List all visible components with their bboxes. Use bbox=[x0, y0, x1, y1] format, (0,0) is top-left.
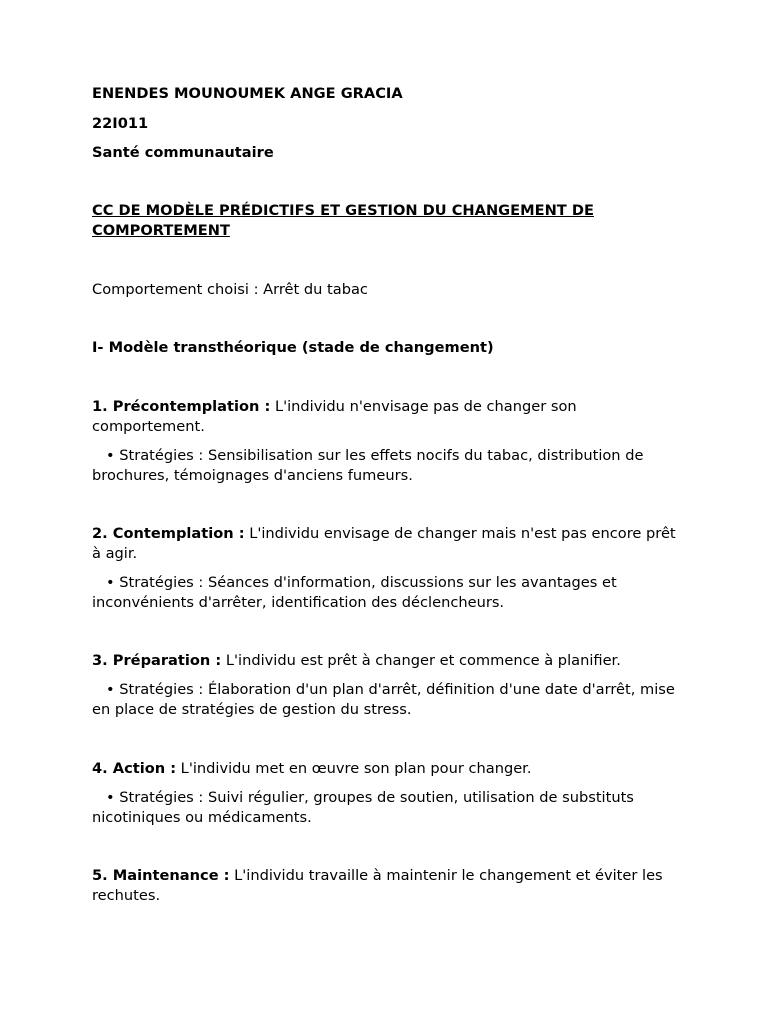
stage-1-description: L'individu n'envisage pas de changer son comportement. bbox=[92, 398, 577, 435]
stage-5-title: 5. Maintenance : bbox=[92, 867, 230, 884]
stage-1-paragraph bbox=[92, 397, 684, 436]
section-title: I- Modèle transthéorique (stade de changement) bbox=[92, 339, 494, 356]
document-page bbox=[92, 0, 684, 1024]
field-of-study: Santé communautaire bbox=[92, 144, 274, 161]
stage-3-paragraph bbox=[92, 651, 684, 671]
stage-4-title: 4. Action : bbox=[92, 760, 177, 777]
stage-2-paragraph bbox=[92, 524, 684, 563]
stage-3-strategy: • Stratégies : Élaboration d'un plan d'arrêt, définition d'une date d'arrêt, mise en place de stratégies de gestion du stress. bbox=[92, 681, 675, 718]
stage-2-description: L'individu envisage de changer mais n'est pas encore prêt à agir. bbox=[92, 525, 676, 562]
stage-2-title: 2. Contemplation : bbox=[92, 525, 245, 542]
stage-2-strategy: • Stratégies : Séances d'information, discussions sur les avantages et inconvénients d'arrêter, identification des déclencheurs. bbox=[92, 574, 617, 611]
document-title: CC DE MODÈLE PRÉDICTIFS ET GESTION DU CHANGEMENT DE COMPORTEMENT bbox=[92, 202, 594, 239]
stage-4-strategy: • Stratégies : Suivi régulier, groupes de soutien, utilisation de substituts nicotiniques ou médicaments. bbox=[92, 789, 634, 826]
author-name: ENENDES MOUNOUMEK ANGE GRACIA bbox=[92, 85, 403, 102]
student-id: 22I011 bbox=[92, 115, 149, 132]
stage-3-description: L'individu est prêt à changer et commence à planifier. bbox=[221, 652, 621, 669]
stage-1-strategy: • Stratégies : Sensibilisation sur les effets nocifs du tabac, distribution de brochures, témoignages d'anciens fumeurs. bbox=[92, 447, 644, 484]
stage-4-description: L'individu met en œuvre son plan pour changer. bbox=[176, 760, 532, 777]
stage-4-paragraph bbox=[92, 759, 684, 779]
stage-3-title: 3. Préparation : bbox=[92, 652, 222, 669]
chosen-behavior: Comportement choisi : Arrêt du tabac bbox=[92, 281, 368, 298]
stage-5-description: L'individu travaille à maintenir le changement et éviter les rechutes. bbox=[92, 867, 663, 904]
stage-5-paragraph bbox=[92, 866, 684, 905]
stage-1-title: 1. Précontemplation : bbox=[92, 398, 271, 415]
